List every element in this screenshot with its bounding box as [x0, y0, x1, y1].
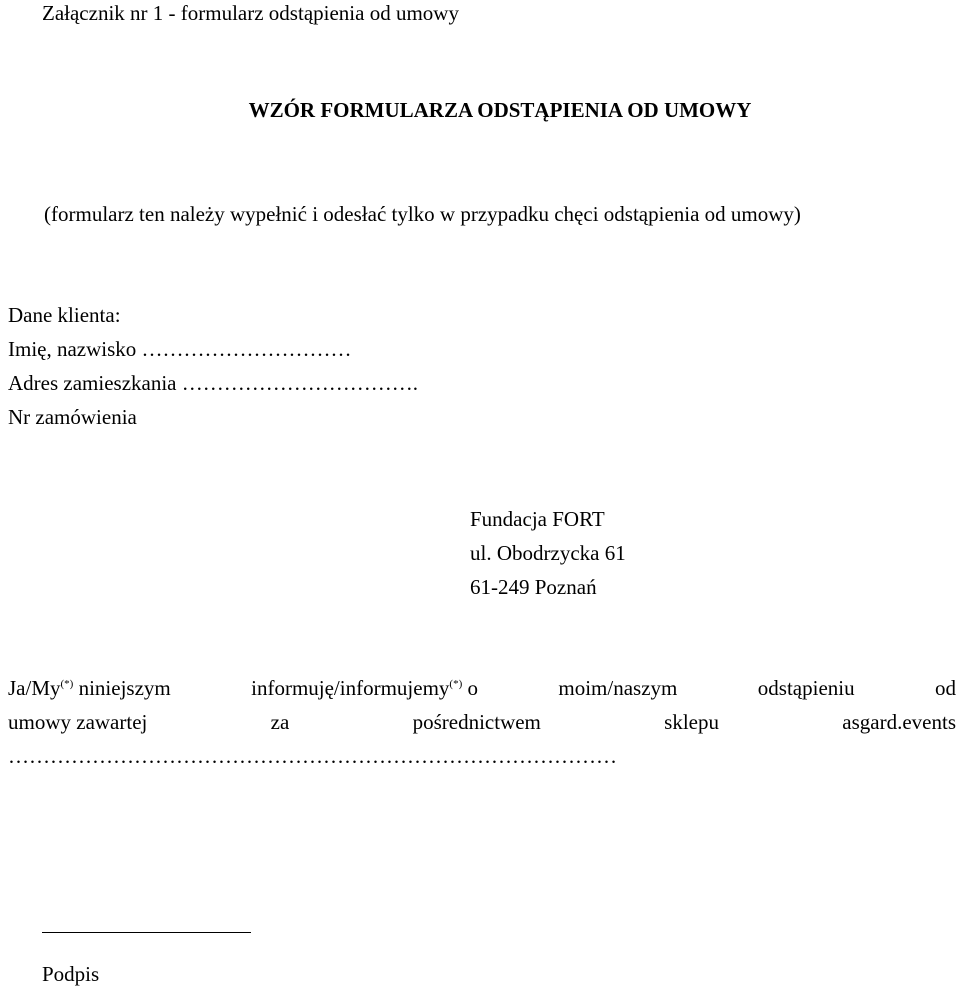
footnote-mark: (*)	[60, 678, 74, 690]
recipient-city: 61-249 Poznań	[470, 575, 597, 599]
client-data-heading: Dane klienta:	[8, 303, 121, 327]
statement-word: informuję/informujemy(*) o	[251, 676, 478, 700]
statement-word: umowy zawartej	[8, 710, 148, 734]
order-number-label: Nr zamówienia	[8, 405, 137, 429]
signature-line	[42, 932, 251, 933]
client-address-label: Adres zamieszkania	[8, 371, 177, 395]
form-instruction: (formularz ten należy wypełnić i odesłać tylko w przypadku chęci odstąpienia od umowy)	[44, 202, 801, 226]
footnote-mark: (*)	[449, 678, 463, 690]
annex-title: Załącznik nr 1 - formularz odstąpienia od umowy	[42, 1, 459, 25]
client-address-field	[8, 370, 418, 396]
recipient-street: ul. Obodrzycka 61	[470, 541, 626, 565]
statement-word: pośrednictwem	[412, 710, 541, 734]
withdrawal-statement-line-1	[8, 675, 956, 701]
statement-word: odstąpieniu	[757, 676, 855, 700]
recipient-name: Fundacja FORT	[470, 507, 605, 531]
statement-word: Ja/My(*) niniejszym	[8, 676, 171, 700]
client-name-label: Imię, nazwisko	[8, 337, 137, 361]
client-name-dots: …………………………	[141, 337, 352, 361]
statement-word: za	[270, 710, 290, 734]
statement-word: od	[935, 676, 956, 700]
signature-label: Podpis	[42, 962, 100, 986]
form-title: WZÓR FORMULARZA ODSTĄPIENIA OD UMOWY	[248, 98, 752, 122]
withdrawal-statement-line-2	[8, 709, 956, 735]
client-name-field	[8, 336, 352, 362]
statement-word: asgard.events	[842, 710, 956, 734]
statement-word: moim/naszym	[558, 676, 678, 700]
client-address-dots: …………………………….	[181, 371, 419, 395]
statement-fill-dots: ……………………………………………………………………………	[8, 744, 617, 768]
statement-word: sklepu	[664, 710, 719, 734]
